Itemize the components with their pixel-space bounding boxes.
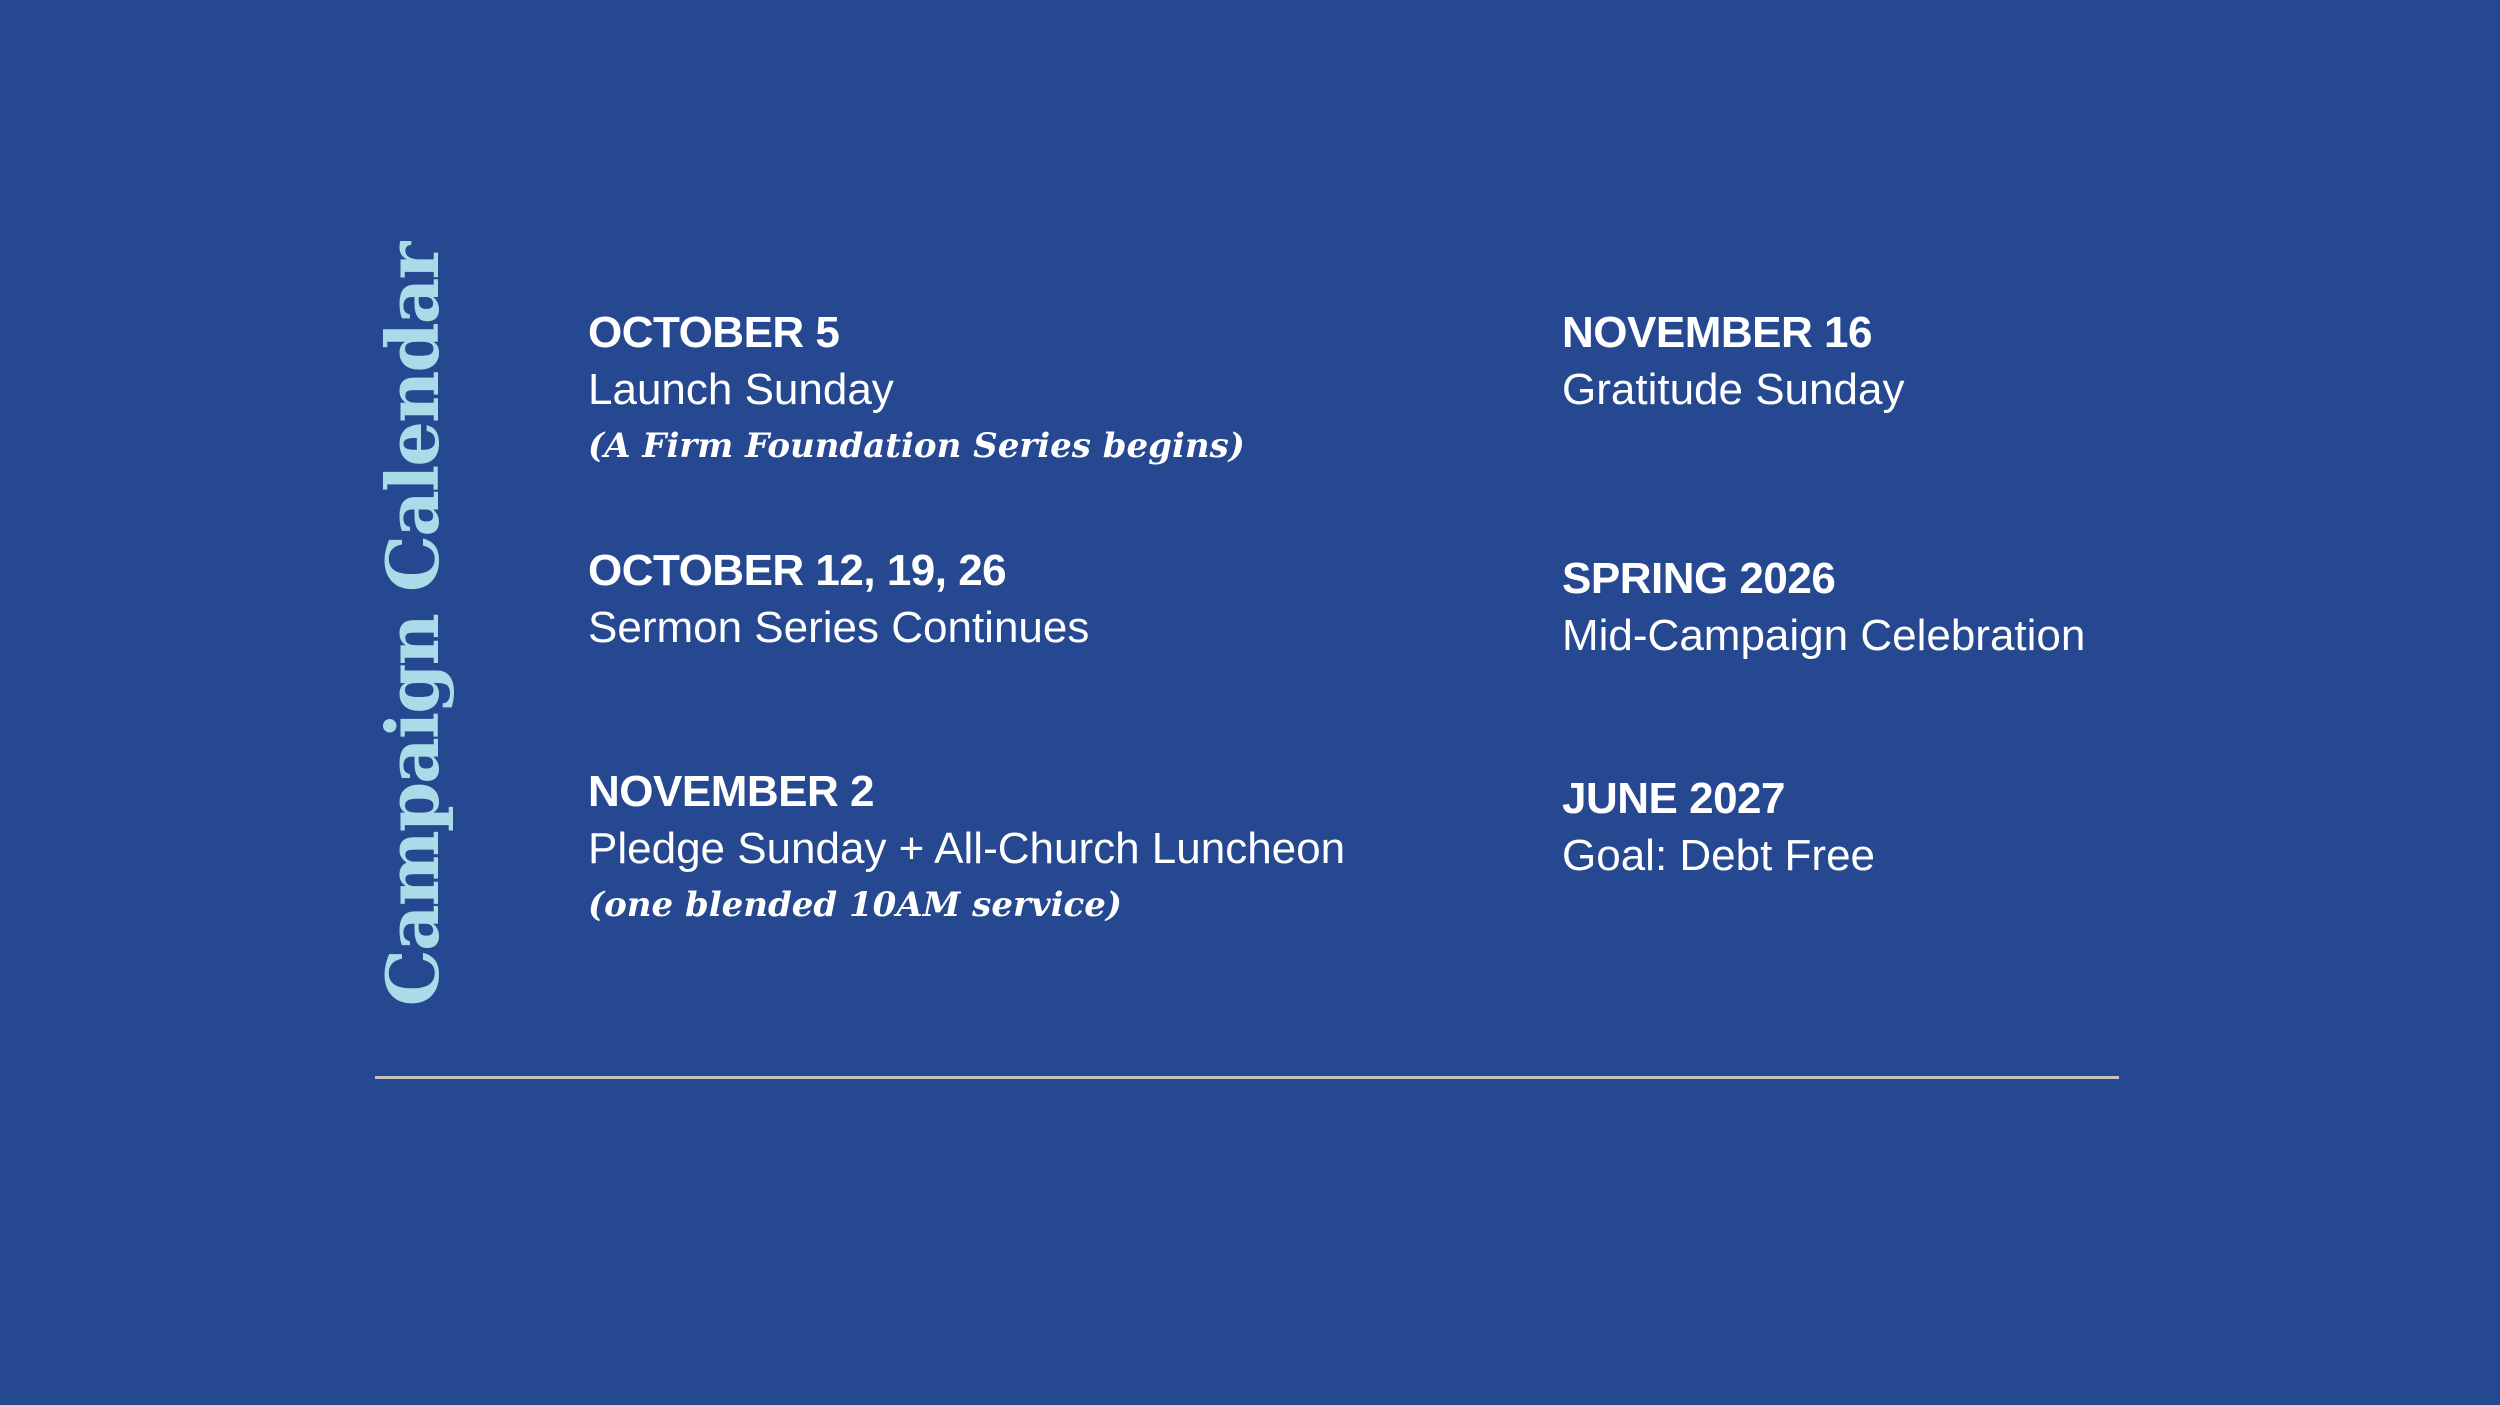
- event-date: JUNE 2027: [1562, 774, 1785, 823]
- page-title: Campaign Calendar: [370, 243, 455, 1007]
- event-june-2027: [1562, 771, 1875, 885]
- event-october-5: [588, 305, 1245, 471]
- event-november-2: [588, 764, 1345, 930]
- event-description: Launch Sunday: [588, 365, 894, 414]
- event-date: SPRING 2026: [1562, 554, 1836, 603]
- event-description: Gratitude Sunday: [1562, 365, 1905, 414]
- event-date: NOVEMBER 16: [1562, 308, 1872, 357]
- event-description: Mid-Campaign Celebration: [1562, 611, 2086, 660]
- divider-line: [375, 1076, 2119, 1079]
- event-spring-2026: [1562, 551, 2085, 665]
- event-date: OCTOBER 12, 19, 26: [588, 546, 1007, 595]
- event-october-12-19-26: [588, 543, 1089, 657]
- event-date: OCTOBER 5: [588, 308, 840, 357]
- event-note: (A Firm Foundation Series begins): [588, 426, 1245, 466]
- event-november-16: [1562, 305, 1904, 419]
- event-description: Goal: Debt Free: [1562, 831, 1876, 880]
- event-description: Pledge Sunday + All-Church Luncheon: [588, 824, 1346, 873]
- event-date: NOVEMBER 2: [588, 767, 874, 816]
- event-description: Sermon Series Continues: [588, 603, 1090, 652]
- event-note: (one blended 10AM service): [588, 885, 1122, 925]
